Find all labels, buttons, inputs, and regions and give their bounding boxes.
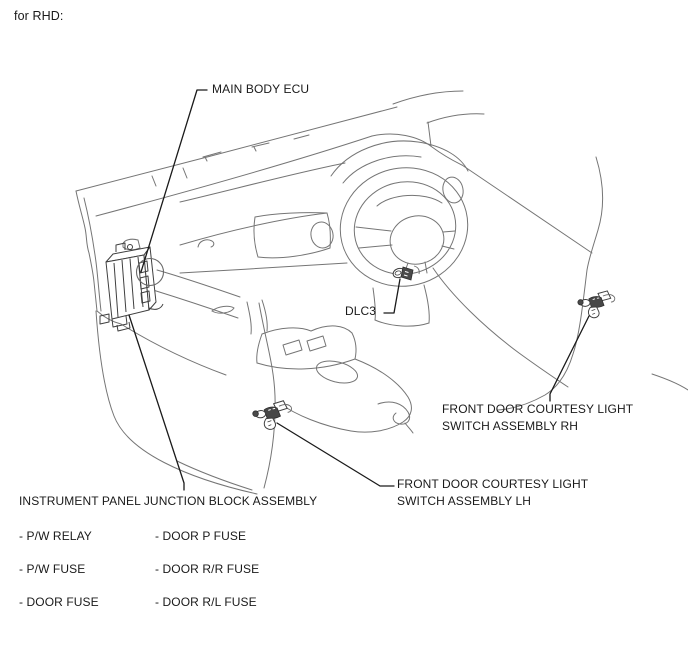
label-front-door-switch-rh-line1: FRONT DOOR COURTESY LIGHT (442, 402, 634, 416)
junction-block-assembly (100, 243, 163, 331)
front-door-switch-rh (577, 290, 616, 318)
fuse-item: - P/W FUSE (19, 562, 86, 576)
label-front-door-switch-lh-line2: SWITCH ASSEMBLY LH (397, 494, 532, 508)
label-junction-block: INSTRUMENT PANEL JUNCTION BLOCK ASSEMBLY (19, 494, 318, 508)
label-front-door-switch-rh (442, 401, 633, 435)
fuse-item: - P/W RELAY (19, 529, 92, 543)
label-front-door-switch-lh-line1: FRONT DOOR COURTESY LIGHT (397, 477, 589, 491)
label-front-door-switch-rh-line2: SWITCH ASSEMBLY RH (442, 419, 579, 433)
leader-main-body-ecu (141, 90, 207, 272)
label-dlc3: DLC3 (345, 304, 377, 318)
leader-dlc3 (384, 279, 400, 313)
variant-note: for RHD: (14, 9, 64, 23)
leader-switch-rh (550, 316, 589, 401)
fuse-item: - DOOR R/L FUSE (155, 595, 257, 609)
label-front-door-switch-lh (397, 476, 588, 510)
fuse-item: - DOOR P FUSE (155, 529, 247, 543)
fuse-item: - DOOR R/R FUSE (155, 562, 260, 576)
fuse-item: - DOOR FUSE (19, 595, 99, 609)
leader-switch-lh (277, 423, 394, 486)
leader-junction-block (129, 315, 184, 490)
front-door-switch-lh (252, 400, 294, 431)
center-dash-trim (180, 163, 347, 313)
label-main-body-ecu: MAIN BODY ECU (212, 82, 310, 96)
center-console (247, 300, 413, 488)
